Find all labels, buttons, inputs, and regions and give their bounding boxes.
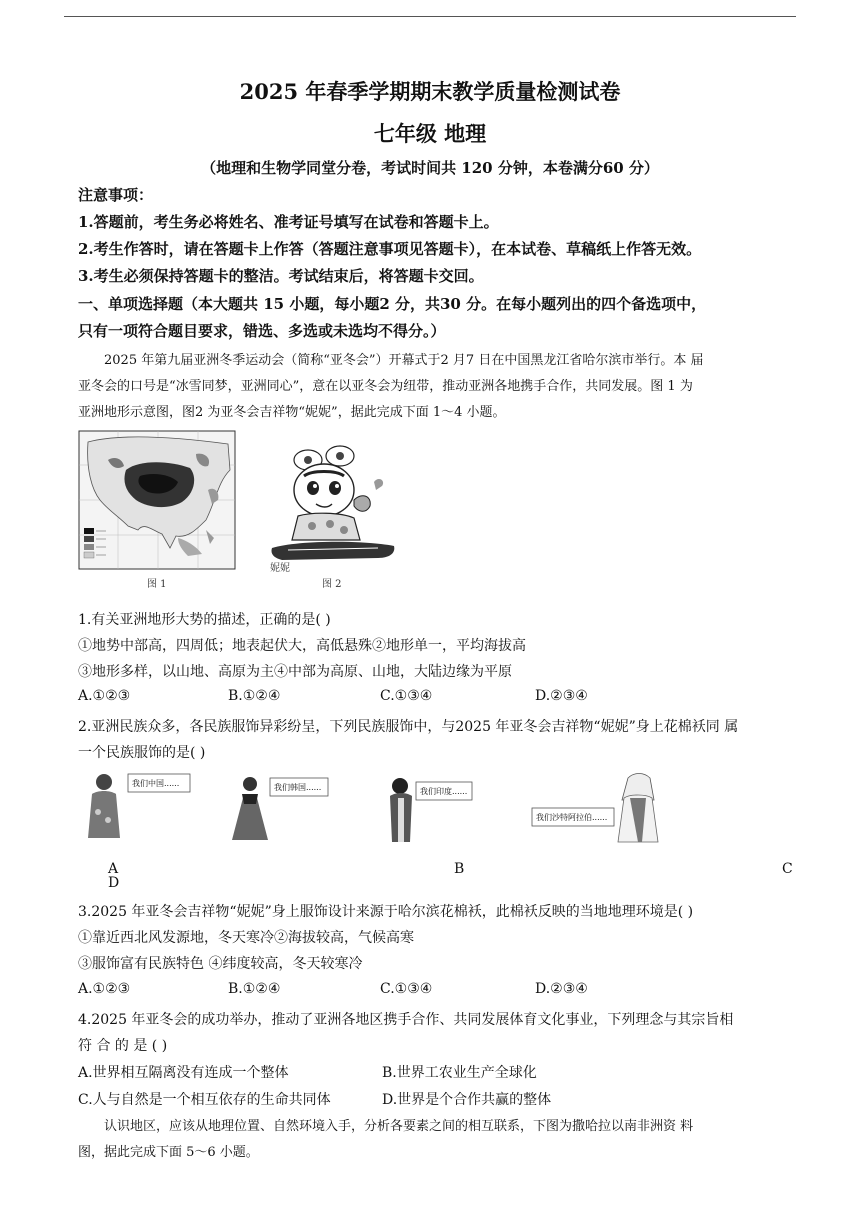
passage2-line1: 认识地区，应该从地理位置、自然环境入手，分析各要素之间的相互联系，下图为撒哈拉以南非洲资 料 bbox=[104, 1119, 694, 1134]
section-heading-line1: 一、单项选择题（本大题共 15 小题，每小题2 分，共30 分。在每小题列出的四个备选项中， bbox=[78, 295, 707, 313]
q1-statement-line1: ①地势中部高，四周低；地表起伏大，高低悬殊②地形单一，平均海拔高 bbox=[78, 638, 526, 654]
exam-subtitle: 七年级 地理 bbox=[373, 121, 487, 146]
section-heading-line2: 只有一项符合题目要求，错选、多选或未选均不得分。） bbox=[78, 322, 446, 340]
q1-statement-line2: ③地形多样，以山地、高原为主④中部为高原、山地，大陆边缘为平原 bbox=[78, 664, 512, 680]
q3-statement-line1: ①靠近西北风发源地，冬天寒冷②海拔较高，气候高寒 bbox=[78, 930, 414, 946]
q3-statement-line2: ③服饰富有民族特色 ④纬度较高，冬天较寒冷 bbox=[78, 956, 363, 972]
costume-image-saudi-arabia bbox=[530, 770, 660, 844]
q2-stem-line2: 一个民族服饰的是( ) bbox=[78, 745, 206, 761]
q3-option-d: D.②③④ bbox=[535, 981, 588, 997]
q4-stem-line2: 符 合 的 是 ( ) bbox=[78, 1038, 168, 1054]
passage1-line2: 亚冬会的口号是“冰雪同梦，亚洲同心”，意在以亚冬会为纽带，推动亚洲各地携手合作，共同发展。图 1 为 bbox=[78, 379, 693, 394]
q2-stem-line1: 2.亚洲民族众多，各民族服饰异彩纷呈，下列民族服饰中，与2025 年亚冬会吉祥物“妮妮”身上花棉袄同 属 bbox=[78, 719, 739, 735]
costume-image-china bbox=[80, 768, 192, 844]
asia-terrain-map bbox=[78, 430, 236, 570]
q3-option-b: B.①②④ bbox=[228, 981, 281, 997]
q3-option-a: A.①②③ bbox=[78, 981, 131, 997]
q4-option-c: C.人与自然是一个相互依存的生命共同体 bbox=[78, 1092, 331, 1108]
bubble-india: 我们印度...... bbox=[420, 787, 468, 796]
q3-stem: 3.2025 年亚冬会吉祥物“妮妮”身上服饰设计来源于哈尔滨花棉袄，此棉袄反映的当地地理环境是( ) bbox=[78, 904, 694, 920]
q4-stem-line1: 4.2025 年亚冬会的成功举办，推动了亚洲各地区携手合作、共同发展体育文化事业，下列理念与其宗旨相 bbox=[78, 1012, 734, 1028]
costume-image-korea bbox=[232, 772, 332, 844]
notes-heading: 注意事项： bbox=[78, 186, 154, 204]
q4-option-a: A.世界相互隔离没有连成一个整体 bbox=[78, 1065, 289, 1081]
q2-label-a: A bbox=[108, 861, 119, 877]
q1-option-a: A.①②③ bbox=[78, 688, 131, 704]
exam-info: （地理和生物学同堂分卷，考试时间共 120 分钟，本卷满分60 分） bbox=[201, 159, 659, 177]
bubble-saudi-arabia: 我们沙特阿拉伯...... bbox=[536, 813, 608, 822]
q4-option-b: B.世界工农业生产全球化 bbox=[382, 1065, 537, 1081]
q2-label-b: B bbox=[454, 861, 465, 877]
passage2-line2: 图，据此完成下面 5～6 小题。 bbox=[78, 1145, 259, 1160]
q2-label-d: D bbox=[108, 875, 120, 891]
q1-option-c: C.①③④ bbox=[380, 688, 433, 704]
q2-label-c: C bbox=[782, 861, 793, 877]
passage1-line3: 亚洲地形示意图，图2 为亚冬会吉祥物“妮妮”，据此完成下面 1～4 小题。 bbox=[78, 405, 506, 420]
costume-image-india bbox=[384, 772, 474, 844]
bubble-china: 我们中国...... bbox=[132, 779, 180, 788]
figure1-caption: 图 1 bbox=[147, 579, 167, 590]
q4-option-d: D.世界是个合作共赢的整体 bbox=[382, 1092, 552, 1108]
q1-option-d: D.②③④ bbox=[535, 688, 588, 704]
mascot-nini-image bbox=[268, 440, 398, 572]
header-rule bbox=[64, 16, 796, 17]
q1-stem: 1.有关亚洲地形大势的描述，正确的是( ) bbox=[78, 612, 331, 628]
mascot-label: 妮妮 bbox=[270, 563, 290, 574]
q1-option-b: B.①②④ bbox=[228, 688, 281, 704]
exam-title: 2025 年春季学期期末教学质量检测试卷 bbox=[239, 79, 621, 104]
q3-option-c: C.①③④ bbox=[380, 981, 433, 997]
note-item-1: 1.答题前，考生务必将姓名、准考证号填写在试卷和答题卡上。 bbox=[78, 213, 499, 231]
note-item-3: 3.考生必须保持答题卡的整洁。考试结束后，将答题卡交回。 bbox=[78, 267, 484, 285]
figure2-caption: 图 2 bbox=[322, 579, 342, 590]
note-item-2: 2.考生作答时，请在答题卡上作答（答题注意事项见答题卡），在本试卷、草稿纸上作答无效。 bbox=[78, 240, 702, 258]
passage1-line1: 2025 年第九届亚洲冬季运动会（简称“亚冬会”）开幕式于2 月7 日在中国黑龙江省哈尔滨市举行。本 届 bbox=[104, 353, 704, 368]
bubble-korea: 我们韩国...... bbox=[274, 783, 322, 792]
